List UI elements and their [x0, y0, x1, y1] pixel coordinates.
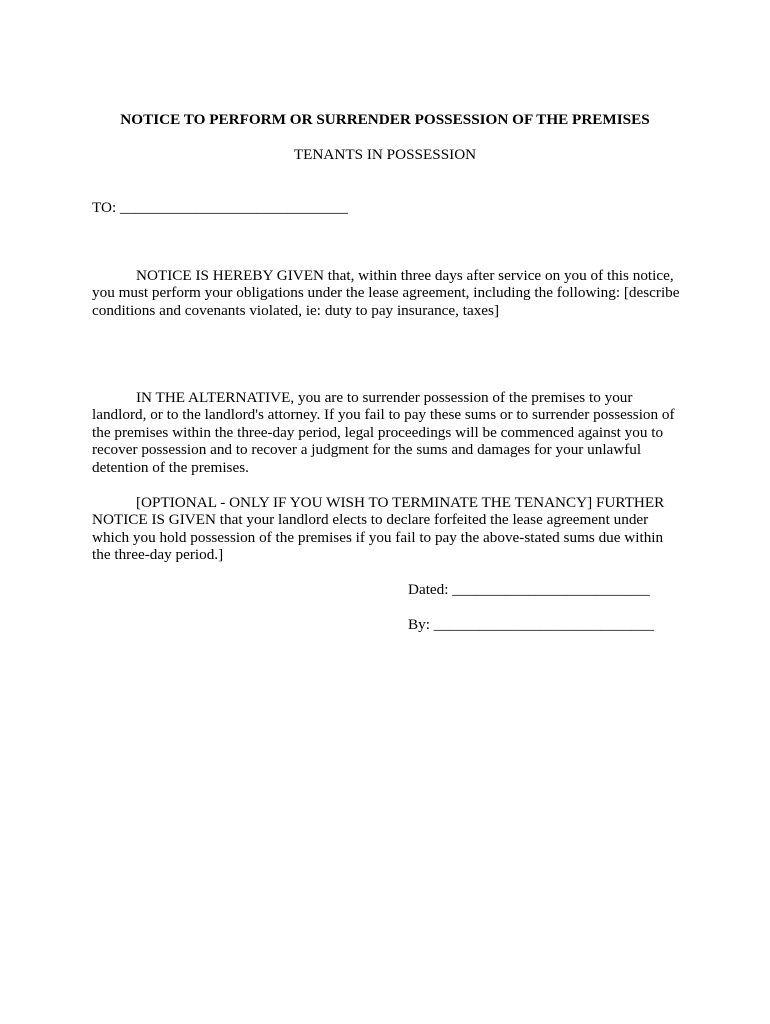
document-subtitle: TENANTS IN POSSESSION — [293, 146, 477, 163]
optional-paragraph — [92, 494, 682, 564]
recipient-field[interactable]: TO: ______________________________ — [92, 199, 348, 216]
paragraph-line: recover possession and to recover a judgment for the sums and damages for your unlawful — [92, 441, 642, 459]
paragraph-line: conditions and covenants violated, ie: duty to pay insurance, taxes] — [92, 301, 499, 319]
paragraph-line: [OPTIONAL - ONLY IF YOU WISH TO TERMINATE THE TENANCY] FURTHER — [136, 494, 665, 511]
paragraph-line: NOTICE IS HEREBY GIVEN that, within three days after service on you of this notice, — [136, 267, 674, 284]
paragraph-line: you must perform your obligations under the lease agreement, including the following: [describe — [92, 284, 680, 302]
notice-paragraph — [92, 267, 682, 319]
paragraph-line: the three-day period.] — [92, 546, 224, 564]
dated-field[interactable]: Dated: __________________________ — [408, 581, 650, 598]
signature-field[interactable]: By: _____________________________ — [408, 616, 654, 633]
document-title: NOTICE TO PERFORM OR SURRENDER POSSESSION OF THE PREMISES — [120, 111, 650, 128]
paragraph-line: IN THE ALTERNATIVE, you are to surrender possession of the premises to your — [136, 389, 633, 406]
paragraph-line: NOTICE IS GIVEN that your landlord elects to declare forfeited the lease agreement under — [92, 511, 649, 529]
paragraph-line: the premises within the three-day period, legal proceedings will be commenced against you to — [92, 423, 664, 441]
paragraph-line: detention of the premises. — [92, 458, 249, 476]
paragraph-line: landlord, or to the landlord's attorney. If you fail to pay these sums or to surrender possession of — [92, 406, 675, 424]
alternative-paragraph — [92, 389, 682, 476]
paragraph-line: which you hold possession of the premises if you fail to pay the above-stated sums due within — [92, 528, 664, 546]
